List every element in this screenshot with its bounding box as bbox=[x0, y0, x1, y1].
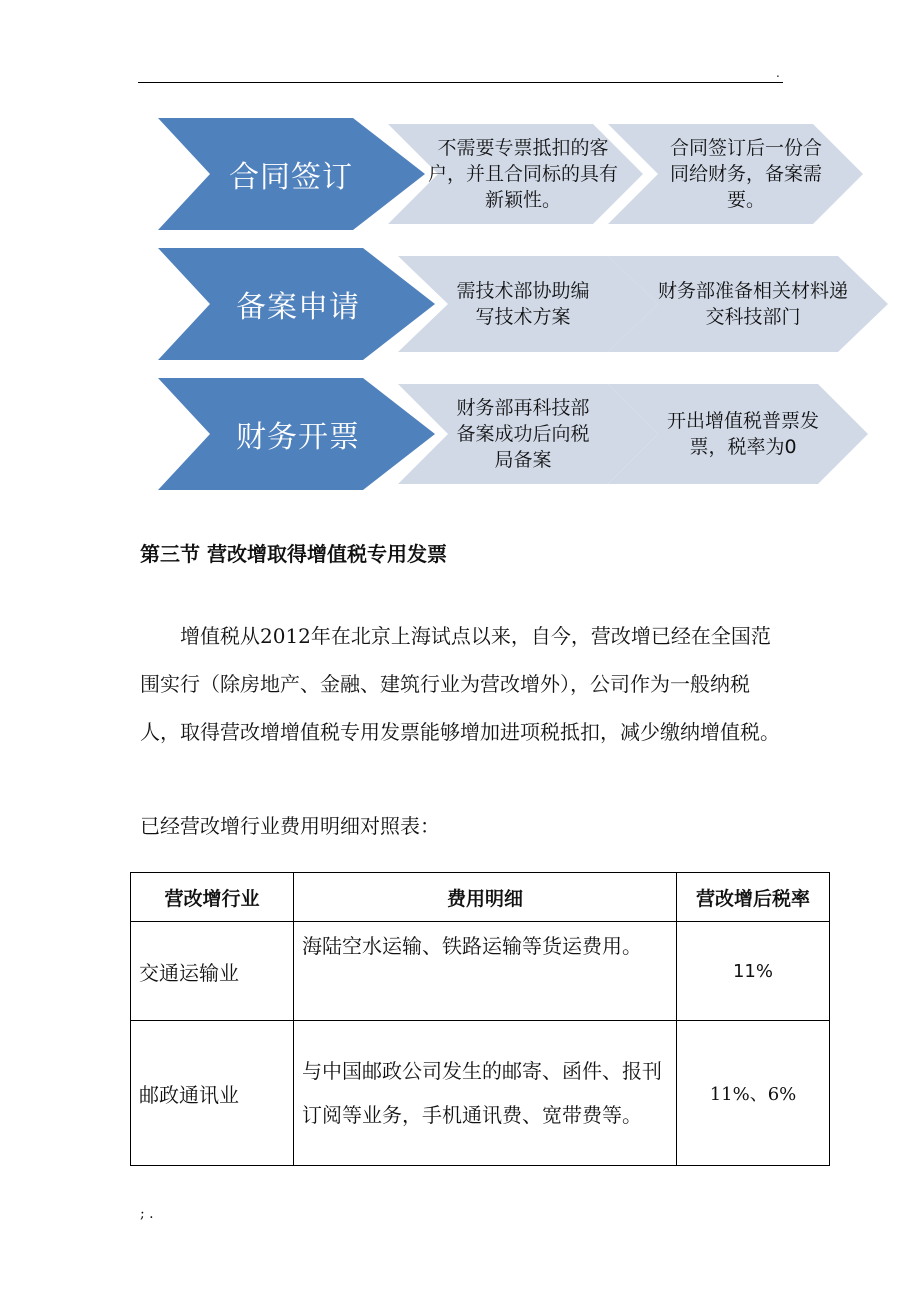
table-intro: 已经营改增行业费用明细对照表： bbox=[140, 814, 440, 838]
flow-step-title: 合同签订 bbox=[229, 160, 353, 195]
flow-step-detail: 合同签订后一份合同给财务，备案需要。 bbox=[669, 137, 822, 211]
footer-mark: ; . bbox=[140, 1206, 154, 1222]
table-header-row bbox=[131, 873, 830, 922]
flow-row-invoicing bbox=[158, 378, 888, 490]
flow-step-title: 备案申请 bbox=[236, 290, 360, 325]
rate-table bbox=[130, 872, 830, 1166]
flow-step-detail: 开出增值税普票发票，税率为0 bbox=[666, 410, 819, 458]
header-rate: 营改增后税率 bbox=[677, 873, 830, 922]
detail-cell: 与中国邮政公司发生的邮寄、函件、报刊订阅等业务，手机通讯费、宽带费等。 bbox=[294, 1021, 677, 1166]
flow-step-detail: 需技术部协助编写技术方案 bbox=[456, 280, 590, 328]
table-row bbox=[131, 922, 830, 1021]
header-industry: 营改增行业 bbox=[131, 873, 294, 922]
rate-cell: 11% bbox=[677, 922, 830, 1021]
flow-step-detail: 财务部准备相关材料递交科技部门 bbox=[658, 280, 849, 328]
body-paragraph: 增值税从2012年在北京上海试点以来，自今，营改增已经在全国范围实行（除房地产、金融、建筑行业为营改增外），公司作为一般纳税人，取得营改增增值税专用发票能够增加进项税抵扣，减少缴纳增值税。 bbox=[140, 624, 780, 744]
rate-cell: 11%、6% bbox=[677, 1021, 830, 1166]
header-detail: 费用明细 bbox=[294, 873, 677, 922]
table-row bbox=[131, 1021, 830, 1166]
header-dot: . bbox=[776, 66, 780, 80]
section-title: 第三节 营改增取得增值税专用发票 bbox=[140, 542, 447, 566]
flow-step-detail: 不需要专票抵扣的客户，并且合同标的具有新颖性。 bbox=[428, 137, 619, 211]
industry-cell: 交通运输业 bbox=[131, 922, 294, 1021]
flow-step-title: 财务开票 bbox=[236, 420, 360, 455]
detail-cell: 海陆空水运输、铁路运输等货运费用。 bbox=[294, 922, 677, 1021]
flow-row-contract bbox=[158, 118, 888, 230]
header-rule bbox=[138, 82, 783, 83]
flow-step-detail: 财务部再科技部备案成功后向税局备案 bbox=[456, 397, 590, 471]
industry-cell: 邮政通讯业 bbox=[131, 1021, 294, 1166]
flow-row-filing bbox=[158, 248, 888, 360]
